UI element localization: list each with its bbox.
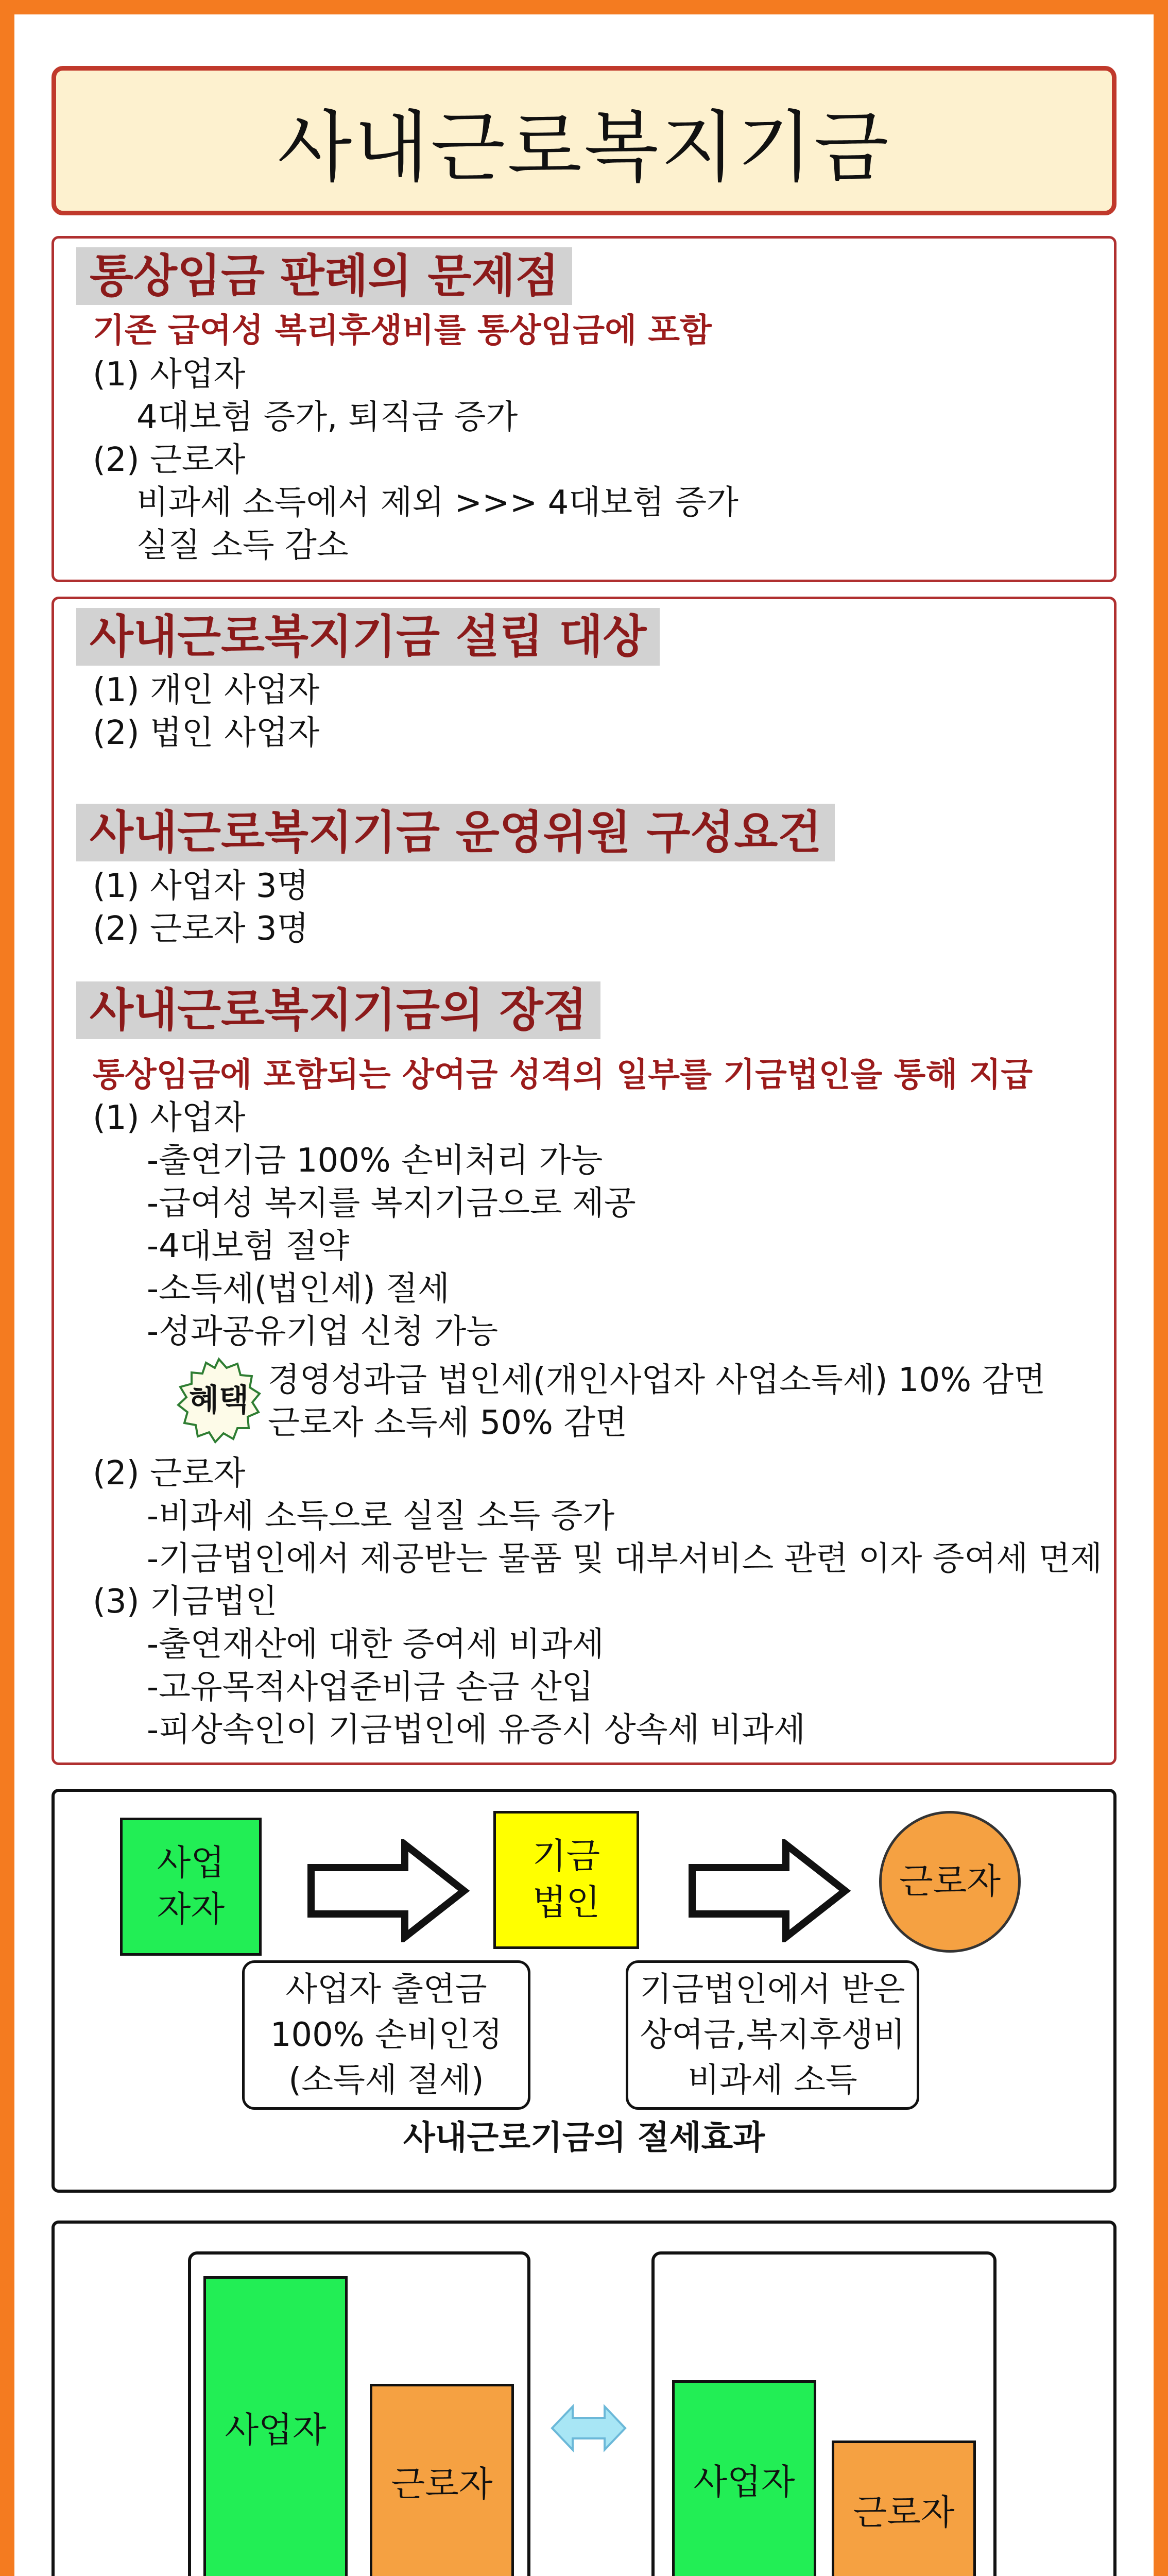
list-item: 비과세 소득에서 제외 >>> 4대보험 증가 [136,484,738,522]
diagram-caption: 사내근로기금의 절세효과 [403,2119,765,2157]
list-item: (1) 개인 사업자 [93,671,320,709]
worker-circle: 근로자 [879,1811,1021,1953]
list-item: (3) 기금법인 [93,1583,278,1621]
section-heading: 사내근로복지기금 운영위원 구성요건 [76,804,835,861]
section-heading: 사내근로복지기금의 장점 [76,981,600,1039]
before-worker-bar: 근로자 [370,2384,514,2576]
list-item: -출연기금 100% 손비처리 가능 [147,1142,603,1180]
list-item: -급여성 복지를 복지기금으로 제공 [147,1184,636,1223]
list-item: (2) 근로자 [93,1454,246,1493]
right-arrow-icon [307,1839,472,1942]
list-item: (2) 법인 사업자 [93,714,320,752]
list-item: 4대보험 증가, 퇴직금 증가 [136,398,518,436]
list-item: -성과공유기업 신청 가능 [147,1313,499,1351]
employer-box: 사업 자자 [120,1818,262,1956]
benefit-badge-label: 혜택 [189,1382,249,1418]
list-item: -4대보험 절약 [147,1227,350,1265]
page-title: 사내근로복지기금 [51,66,1117,215]
employer-note: 사업자 출연금 100% 손비인정 (소득세 절세) [242,1960,530,2110]
worker-note: 기금법인에서 받은 상여금,복지후생비 비과세 소득 [626,1960,919,2110]
section-subtitle: 기존 급여성 복리후생비를 통상임금에 포함 [93,312,712,350]
list-item: (1) 사업자 3명 [93,867,309,905]
list-item: -고유목적사업준비금 손금 산입 [147,1668,594,1706]
list-item: 근로자 소득세 50% 감면 [268,1404,627,1442]
list-item: -피상속인이 기금법인에 유증시 상속세 비과세 [147,1711,806,1749]
after-employer-bar: 사업자 [672,2380,816,2576]
section-heading: 사내근로복지기금 설립 대상 [76,608,660,666]
list-item: -소득세(법인세) 절세 [147,1270,450,1308]
list-item: 실질 소득 감소 [136,527,349,565]
list-item: -비과세 소득으로 실질 소득 증가 [147,1497,615,1535]
double-arrow-icon [550,2403,627,2453]
list-item: (2) 근로자 3명 [93,910,309,948]
right-arrow-icon [688,1839,853,1942]
after-worker-bar: 근로자 [832,2441,976,2576]
section-heading: 통상임금 판례의 문제점 [76,247,572,305]
list-item: (1) 사업자 [93,355,246,394]
list-item: -기금법인에서 제공받는 물품 및 대부서비스 관련 이자 증여세 면제 [147,1540,1103,1578]
list-item: (1) 사업자 [93,1099,246,1137]
fund-box: 기금 법인 [493,1811,639,1949]
list-item: -출연재산에 대한 증여세 비과세 [147,1625,604,1664]
before-employer-bar: 사업자 [203,2276,348,2576]
section-subtitle: 통상임금에 포함되는 상여금 성격의 일부를 기금법인을 통해 지급 [93,1056,1033,1094]
list-item: 경영성과급 법인세(개인사업자 사업소득세) 10% 감면 [268,1361,1046,1399]
list-item: (2) 근로자 [93,441,246,479]
